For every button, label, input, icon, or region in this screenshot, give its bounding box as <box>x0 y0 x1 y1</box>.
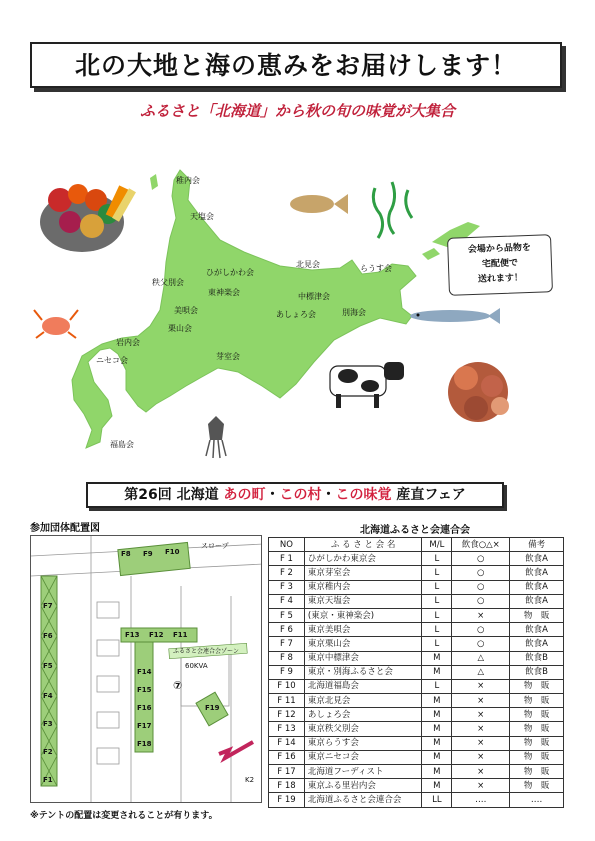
cell-food: × <box>452 765 510 779</box>
cell-no: F 13 <box>269 722 305 736</box>
hokkaido-map <box>30 130 570 480</box>
cell-note: 飲食A <box>510 580 564 594</box>
table-row <box>269 594 564 608</box>
saury-illustration <box>410 308 500 324</box>
cell-ml: M <box>422 736 452 750</box>
city-higashikagura: 東神楽会 <box>208 288 240 297</box>
tent-f1: F1 <box>43 776 53 784</box>
cell-food: △ <box>452 651 510 665</box>
city-niseko: ニセコ会 <box>96 356 128 365</box>
tent-f4: F4 <box>43 692 53 700</box>
cell-ml: M <box>422 665 452 679</box>
flatfish-illustration <box>290 194 348 214</box>
table-row <box>269 793 564 807</box>
cell-ml: L <box>422 637 452 651</box>
cell-no: F 2 <box>269 566 305 580</box>
tent-f15: F15 <box>137 686 152 694</box>
cell-ml: L <box>422 679 452 693</box>
cell-food: × <box>452 736 510 750</box>
cell-food: × <box>452 722 510 736</box>
promo-line-1: 会場から品物を <box>467 242 532 256</box>
city-kitami: 北見会 <box>296 260 320 269</box>
cell-name: 北海道フーディスト <box>304 765 421 779</box>
cell-note: 飲食A <box>510 566 564 580</box>
crab-illustration <box>34 310 78 338</box>
table-row <box>269 651 564 665</box>
cell-name: 東京美唄会 <box>304 623 421 637</box>
cell-food: ‥‥ <box>452 793 510 807</box>
tent-f6: F6 <box>43 632 53 640</box>
power-label: 60KVA <box>185 662 208 670</box>
cell-food: ○ <box>452 623 510 637</box>
cell-no: F 12 <box>269 708 305 722</box>
cell-note: 物 販 <box>510 694 564 708</box>
event-suffix: 産直フェア <box>396 487 466 503</box>
table-row <box>269 679 564 693</box>
city-rausu: らうす会 <box>360 264 392 273</box>
cell-name: 東京中標津会 <box>304 651 421 665</box>
cell-name: 東京栗山会 <box>304 637 421 651</box>
header-note: 備考 <box>510 538 564 552</box>
table-body <box>269 552 564 807</box>
cell-note: 物 販 <box>510 765 564 779</box>
cell-ml: L <box>422 566 452 580</box>
headline-banner <box>30 42 562 88</box>
tent-f5: F5 <box>43 662 53 670</box>
cell-no: F 10 <box>269 679 305 693</box>
cell-note: 飲食A <box>510 637 564 651</box>
cell-note: 物 販 <box>510 779 564 793</box>
cell-no: F 17 <box>269 765 305 779</box>
tent-f8: F8 <box>121 550 131 558</box>
cell-note: 飲食A <box>510 594 564 608</box>
map-graphic <box>30 130 570 480</box>
city-kuriyama: 栗山会 <box>168 324 192 333</box>
cell-note: 物 販 <box>510 679 564 693</box>
table-row <box>269 665 564 679</box>
cell-note: 物 販 <box>510 750 564 764</box>
cell-food: × <box>452 708 510 722</box>
tent-f16: F16 <box>137 704 152 712</box>
event-highlight-1: あの町 <box>223 487 266 503</box>
cell-note: 物 販 <box>510 736 564 750</box>
promo-line-3: 送れます！ <box>477 273 524 285</box>
zone-label: ふるさと会連合会ゾーン <box>173 648 239 655</box>
table-row <box>269 708 564 722</box>
event-dot-2: ・ <box>321 487 336 503</box>
cell-ml: M <box>422 765 452 779</box>
cell-ml: L <box>422 623 452 637</box>
event-highlight-2: この村 <box>279 487 322 503</box>
cell-note: 飲食A <box>510 552 564 566</box>
cell-ml: M <box>422 708 452 722</box>
delivery-promo-box <box>447 234 553 296</box>
tent-f19: F19 <box>205 704 220 712</box>
table-row <box>269 694 564 708</box>
association-table <box>268 537 564 808</box>
tent-f12: F12 <box>149 631 164 639</box>
cell-name: 東京ふる里岩内会 <box>304 779 421 793</box>
cell-no: F 1 <box>269 552 305 566</box>
cell-no: F 19 <box>269 793 305 807</box>
city-teshio: 天塩会 <box>190 212 214 221</box>
k2-label: K2 <box>245 776 255 784</box>
tent-f3: F3 <box>43 720 53 728</box>
cell-food: × <box>452 750 510 764</box>
cell-ml: M <box>422 722 452 736</box>
cell-note: ‥‥ <box>510 793 564 807</box>
event-highlight-3: この味覚 <box>335 487 392 503</box>
city-betsukai: 別海会 <box>342 308 366 317</box>
cell-ml: M <box>422 779 452 793</box>
cell-no: F 5 <box>269 608 305 622</box>
cell-name: 東京稚内会 <box>304 580 421 594</box>
cell-no: F 16 <box>269 750 305 764</box>
cell-no: F 6 <box>269 623 305 637</box>
cell-food: △ <box>452 665 510 679</box>
cell-food: ○ <box>452 637 510 651</box>
squid-illustration <box>206 416 226 458</box>
cell-name: 東京・別海ふるさと会 <box>304 665 421 679</box>
cell-ml: M <box>422 651 452 665</box>
cell-name: 東京ニセコ会 <box>304 750 421 764</box>
cell-ml: L <box>422 594 452 608</box>
cell-ml: L <box>422 580 452 594</box>
cow-illustration <box>330 362 404 408</box>
cell-note: 飲食A <box>510 623 564 637</box>
tent-f2: F2 <box>43 748 53 756</box>
cell-ml: LL <box>422 793 452 807</box>
table-row <box>269 736 564 750</box>
cell-food: ○ <box>452 552 510 566</box>
city-higashikawa: ひがしかわ会 <box>206 268 254 277</box>
cell-name: 北海道福島会 <box>304 679 421 693</box>
table-row <box>269 623 564 637</box>
city-ashoro: あしょろ会 <box>276 310 316 319</box>
cell-no: F 4 <box>269 594 305 608</box>
cell-name: 東京らうす会 <box>304 736 421 750</box>
table-title: 北海道ふるさと会連合会 <box>360 525 470 536</box>
promo-line-2: 宅配便で <box>481 258 519 270</box>
tent-f11: F11 <box>173 631 188 639</box>
table-row <box>269 722 564 736</box>
cell-food: ○ <box>452 594 510 608</box>
event-title <box>86 482 504 508</box>
cell-note: 物 販 <box>510 608 564 622</box>
city-memuro: 芽室会 <box>216 352 240 361</box>
cell-no: F 18 <box>269 779 305 793</box>
cell-no: F 8 <box>269 651 305 665</box>
cell-note: 物 販 <box>510 708 564 722</box>
cell-name: 東京北見会 <box>304 694 421 708</box>
header-no: NO <box>269 538 305 552</box>
cell-name: ひがしかわ東京会 <box>304 552 421 566</box>
cell-name: 東京秩父別会 <box>304 722 421 736</box>
cell-ml: L <box>422 608 452 622</box>
cell-note: 飲食B <box>510 651 564 665</box>
tent-f17: F17 <box>137 722 152 730</box>
table-row <box>269 750 564 764</box>
cell-note: 物 販 <box>510 722 564 736</box>
layout-title: 参加団体配置図 <box>30 523 100 534</box>
headline-text: 北の大地と海の恵みをお届けします！ <box>74 51 517 80</box>
cell-food: × <box>452 694 510 708</box>
table-row <box>269 765 564 779</box>
cell-no: F 3 <box>269 580 305 594</box>
table-row <box>269 566 564 580</box>
layout-note: ※テントの配置は変更されることが有ります。 <box>30 811 218 821</box>
cell-name: 北海道ふるさと会連合会 <box>304 793 421 807</box>
seaweed-illustration <box>373 182 412 238</box>
table-row <box>269 779 564 793</box>
cell-food: × <box>452 779 510 793</box>
header-ml: M/L <box>422 538 452 552</box>
city-fukushima: 福島会 <box>110 440 134 449</box>
cell-name: 東京天塩会 <box>304 594 421 608</box>
tent-f13: F13 <box>125 631 140 639</box>
event-prefix: 第26回 北海道 <box>124 487 219 503</box>
vegetable-basket-illustration <box>40 184 136 252</box>
header-name: ふ る さ と 会 名 <box>304 538 421 552</box>
tent-f7: F7 <box>43 602 53 610</box>
city-bibai: 美唄会 <box>174 306 198 315</box>
city-iwanai: 岩内会 <box>116 338 140 347</box>
cell-ml: L <box>422 552 452 566</box>
cell-ml: M <box>422 694 452 708</box>
table-row <box>269 580 564 594</box>
cell-ml: M <box>422 750 452 764</box>
cell-no: F 7 <box>269 637 305 651</box>
cell-no: F 14 <box>269 736 305 750</box>
cell-food: × <box>452 679 510 693</box>
cell-food: ○ <box>452 566 510 580</box>
cell-food: × <box>452 608 510 622</box>
city-nakashibetsu: 中標津会 <box>298 292 330 301</box>
slope-label: スロープ <box>201 542 229 550</box>
cell-note: 飲食B <box>510 665 564 679</box>
layout-diagram <box>30 535 262 803</box>
table-row <box>269 637 564 651</box>
cell-name: あしょろ会 <box>304 708 421 722</box>
tent-f10: F10 <box>165 548 180 556</box>
tent-f9: F9 <box>143 550 153 558</box>
city-chichibubetsu: 秩父別会 <box>152 278 184 287</box>
table-header-row <box>269 538 564 552</box>
event-dot-1: ・ <box>265 487 280 503</box>
seafood-illustration <box>448 362 509 422</box>
cell-name: 東京芽室会 <box>304 566 421 580</box>
tent-f14: F14 <box>137 668 152 676</box>
tent-f18: F18 <box>137 740 152 748</box>
header-food: 飲食○△× <box>452 538 510 552</box>
table-row <box>269 608 564 622</box>
table-row <box>269 552 564 566</box>
city-wakkanai: 稚内会 <box>176 176 200 185</box>
circle-marker: ⑦ <box>173 679 183 692</box>
subtitle: ふるさと「北海道」から秋の旬の味覚が大集合 <box>139 102 455 120</box>
cell-no: F 11 <box>269 694 305 708</box>
cell-no: F 9 <box>269 665 305 679</box>
cell-food: ○ <box>452 580 510 594</box>
cell-name: (東京・東神楽会) <box>304 608 421 622</box>
